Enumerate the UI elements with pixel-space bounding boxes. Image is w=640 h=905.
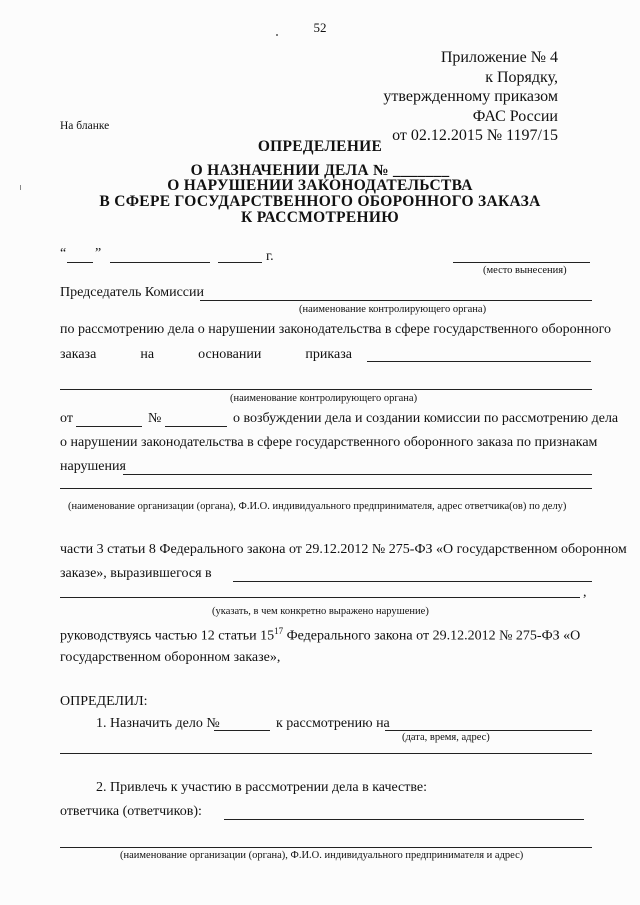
date-month-field[interactable]	[110, 262, 210, 263]
expressed-in-field-2[interactable]	[60, 597, 580, 598]
appendix-line: ФАС России	[472, 107, 558, 125]
order-date-field[interactable]	[76, 426, 142, 427]
title-line: О НАЗНАЧЕНИИ ДЕЛА № _______	[190, 162, 450, 179]
hearing-details-field[interactable]	[385, 730, 592, 731]
date-close-quote: ”	[95, 246, 102, 261]
determined-heading: ОПРЕДЕЛИЛ:	[60, 694, 148, 709]
appendix-line: Приложение № 4	[440, 49, 558, 66]
document-title: ОПРЕДЕЛЕНИЕ	[257, 138, 383, 155]
violation-field[interactable]	[123, 474, 592, 475]
paragraph1-line2	[60, 347, 352, 363]
item2-text: 2. Привлечь к участию в рассмотрении дела в качестве:	[96, 780, 428, 795]
date-year-suffix: г.	[266, 249, 274, 264]
paragraph1-word: заказа	[60, 347, 97, 362]
paragraph1-word: приказа	[305, 347, 352, 362]
scan-speck	[276, 34, 278, 36]
order-field[interactable]	[367, 361, 591, 362]
scan-mark	[20, 185, 21, 190]
violation-label: нарушения	[60, 459, 126, 474]
date-year-field[interactable]	[218, 262, 262, 263]
respondent-field[interactable]	[224, 819, 584, 820]
paragraph4-text: руководствуясь частью 12 статьи 15	[60, 628, 275, 644]
place-field[interactable]	[453, 262, 590, 263]
expressed-in-field[interactable]	[233, 581, 592, 582]
on-blank-note: На бланке	[60, 120, 110, 132]
appendix-line: от 02.12.2015 № 1197/15	[392, 127, 558, 144]
appendix-line: к Порядку,	[485, 68, 558, 86]
appendix-header	[383, 48, 558, 146]
page-number: 52	[313, 20, 327, 35]
paragraph4-text: Федерального закона от 29.12.2012 № 275-ФЗ «О	[283, 628, 581, 644]
paragraph3-line1: части 3 статьи 8 Федерального закона от 29.12.2012 № 275-ФЗ «О государственном оборонном	[60, 542, 627, 557]
violation-caption: (указать, в чем конкретно выражено нарушение)	[212, 606, 429, 617]
date-day-field[interactable]	[67, 262, 93, 263]
place-caption: (место вынесения)	[483, 265, 567, 276]
respondent-label: ответчика (ответчиков):	[60, 804, 202, 819]
title-line: В СФЕРЕ ГОСУДАРСТВЕННОГО ОБОРОННОГО ЗАКАЗА	[99, 193, 541, 210]
paragraph4-line1	[60, 626, 580, 645]
order-number-field[interactable]	[165, 426, 227, 427]
paragraph1-word: основании	[198, 347, 262, 362]
item1-text-b: к рассмотрению на	[276, 716, 390, 731]
paragraph3-line2: заказе», выразившегося в	[60, 566, 212, 581]
trailing-comma: ,	[583, 585, 587, 600]
date-open-quote: “	[60, 246, 67, 261]
number-sign: №	[148, 411, 162, 426]
hearing-details-field-2[interactable]	[60, 753, 592, 754]
chairman-label: Председатель Комиссии	[60, 285, 204, 300]
item1-text-a: 1. Назначить дело №	[96, 716, 220, 731]
title-line: О НАРУШЕНИИ ЗАКОНОДАТЕЛЬСТВА	[167, 177, 473, 194]
paragraph2-text1: о возбуждении дела и создании комиссии по рассмотрению дела	[233, 411, 619, 426]
paragraph1-line1: по рассмотрению дела о нарушении законодательства в сфере государственного оборонного	[60, 322, 612, 337]
paragraph1-word: на	[140, 347, 155, 362]
order-caption: (наименование контролирующего органа)	[230, 393, 418, 404]
case-number-field[interactable]	[214, 730, 270, 731]
hearing-details-caption: (дата, время, адрес)	[402, 732, 490, 743]
respondent-caption: (наименование организации (органа), Ф.И.О. индивидуального предпринимателя и адрес)	[120, 850, 524, 861]
chairman-field[interactable]	[200, 300, 592, 301]
appendix-line: утвержденному приказом	[383, 88, 558, 105]
respondent-info-caption: (наименование организации (органа), Ф.И.О. индивидуального предпринимателя, адрес ответчика(ов) по делу)	[68, 501, 567, 512]
respondent-info-field[interactable]	[60, 488, 592, 489]
from-label: от	[60, 411, 73, 426]
chairman-caption: (наименование контролирующего органа)	[299, 304, 487, 315]
paragraph4-line2: государственном оборонном заказе»,	[60, 650, 281, 665]
paragraph4-superscript: 17	[274, 626, 284, 636]
order-body-field[interactable]	[60, 389, 592, 390]
title-line: К РАССМОТРЕНИЮ	[240, 209, 399, 226]
paragraph2-line2: о нарушении законодательства в сфере государственного оборонного заказа по признакам	[60, 435, 598, 450]
respondent-field-2[interactable]	[60, 847, 592, 848]
